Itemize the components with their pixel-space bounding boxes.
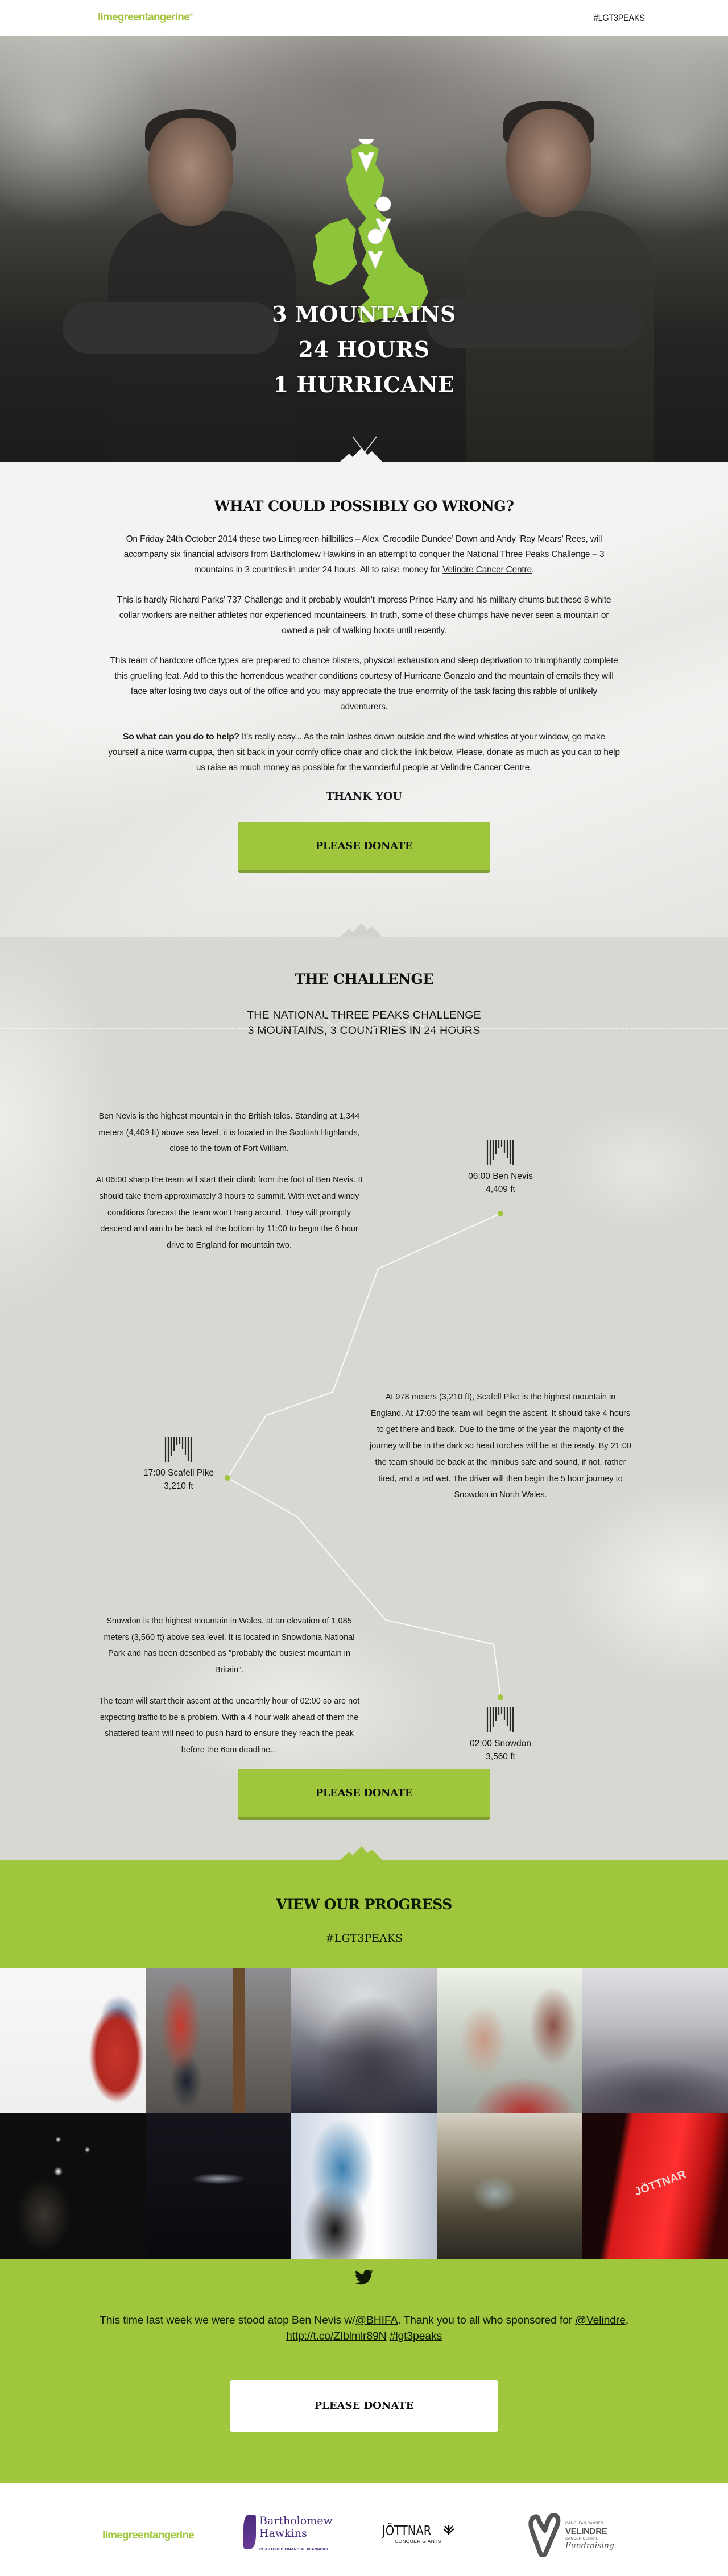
scafell-pike-marker xyxy=(127,1437,230,1493)
tweet-hashtag[interactable]: #lgt3peaks xyxy=(389,2330,442,2342)
photo-tile[interactable] xyxy=(0,2113,146,2259)
hero-person-left xyxy=(80,86,267,462)
progress-title: VIEW OUR PROGRESS xyxy=(276,1896,452,1913)
sponsor-velindre[interactable]: CANOLFAN CANSER VELINDRE CANCER CENTRE Fundraising xyxy=(528,2511,619,2562)
intro-paragraph-4: So what can you do to help? It's really easy... As the rain lashes down outside and the wind whistles at your window, go make yourself a nice warm cuppa, then sit back in your comfy office chair and click the link below. Please, donate as much as you can to help us raise as much money as possible for the wonderful people at Velindre Cancer Centre. xyxy=(108,732,620,772)
velindre-heart-icon xyxy=(528,2511,563,2557)
photo-tile[interactable] xyxy=(146,2113,291,2259)
mountain-divider-icon xyxy=(340,923,388,937)
donate-button-2[interactable]: PLEASE DONATE xyxy=(238,1769,490,1820)
mountain-icon xyxy=(486,1140,515,1165)
twitter-bird-icon[interactable] xyxy=(354,2269,374,2287)
intro-paragraph-3: This team of hardcore office types are prepared to chance blisters, physical exhaustion and sleep deprivation to triumphantly complete this gruelling feat. Add to this the horrendous weather conditions courtesy of Hurricane Gonzalo and the mountain of emails they will face after losing two days out of the office and you may appreciate the true enormity of the task facing this rabble of unlikely adventurers. xyxy=(110,656,618,712)
hero-line-hours: 24 HOURS xyxy=(298,336,430,362)
velindre-link[interactable]: Velindre Cancer Centre xyxy=(442,565,532,575)
donate-button-1[interactable]: PLEASE DONATE xyxy=(238,822,490,873)
snowdon-label: 02:00 Snowdon xyxy=(470,1739,531,1748)
thank-you-heading: THANK YOU xyxy=(325,790,402,803)
mountain-icon xyxy=(164,1437,193,1462)
intro-section xyxy=(0,462,728,937)
progress-hashtag: #LGT3PEAKS xyxy=(325,1932,403,1945)
sponsor-bartholomew-hawkins[interactable]: Bartholomew Hawkins CHARTERED FINANCIAL PLANNERS xyxy=(243,2515,334,2560)
bartholomew-hawkins-logo-icon xyxy=(243,2515,256,2549)
sponsor-limegreentangerine[interactable]: limegreentangerine xyxy=(102,2529,194,2541)
logo-text: limegreentangerine xyxy=(98,11,189,23)
tweet-block xyxy=(0,2269,728,2432)
intro-paragraph-2: This is hardly Richard Parks’ 737 Challenge and it probably wouldn't impress Prince Harry and his military chums but these 8 white collar workers are neither athletes nor experienced mountaineers. In truth, some of these chumps have never seen a mountain or owned a pair of walking boots until recently. xyxy=(117,595,611,635)
photo-tile[interactable] xyxy=(291,1968,437,2113)
velindre-link-2[interactable]: Velindre Cancer Centre xyxy=(440,763,530,772)
hero-section xyxy=(0,36,728,462)
hero-headline xyxy=(0,297,728,402)
photo-tile[interactable] xyxy=(437,1968,582,2113)
challenge-subtitle: THE NATIONAL THREE PEAKS CHALLENGE 3 MOUNTAINS, 3 COUNTRIES IN 24 HOURS xyxy=(247,1009,481,1037)
snowdon-height: 3,560 ft xyxy=(486,1752,515,1761)
intro-paragraph-1: On Friday 24th October 2014 these two Limegreen hillbillies – Alex ‘Crocodile Dundee’ Down and Andy ‘Ray Mears’ Rees, will accompany six financial advisors from Bartholomew Hawkins in an attempt to conquer the National Three Peaks Challenge – 3 mountains in 3 countries in under 24 hours. All to raise money for Velindre Cancer Centre. xyxy=(123,534,605,575)
tweet-link[interactable]: http://t.co/ZIblmlr89N xyxy=(286,2330,387,2342)
challenge-section xyxy=(0,937,728,1860)
progress-section xyxy=(0,1860,728,2483)
ben-nevis-height: 4,409 ft xyxy=(486,1185,515,1194)
challenge-title: THE CHALLENGE xyxy=(295,971,433,987)
scafell-pike-description: At 978 meters (3,210 ft), Scafell Pike is the highest mountain in England. At 17:00 the team will begin the ascent. It should take 4 hours to get there and back. Due to the time of the year the majority of the journey will be in the dark so head torches will be at the ready. By 21:00 the team should be back at the minibus safe and sound, if not, rather tired, and a tad wet. The driver will then begin the 5 hour journey to Snowdon in North Wales. xyxy=(370,1393,631,1500)
sponsor-jottnar[interactable]: JÖTTNAR CONQUER GIANTS xyxy=(382,2524,490,2544)
instagram-photo-grid xyxy=(0,1968,728,2259)
route-dot xyxy=(498,1211,503,1216)
registered-mark: ® xyxy=(189,12,192,18)
mountain-icon xyxy=(486,1707,515,1732)
photo-tile[interactable] xyxy=(146,1968,291,2113)
mountain-divider-icon xyxy=(340,1846,388,1860)
limegreentangerine-logo[interactable] xyxy=(98,11,192,24)
snowdon-marker xyxy=(449,1707,552,1763)
mountain-ridge-line xyxy=(0,1015,728,1038)
jottnar-logo-icon xyxy=(442,2524,455,2536)
photo-tile[interactable] xyxy=(0,1968,146,2113)
photo-tile[interactable] xyxy=(582,2113,728,2259)
snowdon-description: Snowdon is the highest mountain in Wales, at an elevation of 1,085 meters (3,560 ft) above sea level. It is located in Snowdonia National Park and has been described as "probably the busiest mountain in Britain". The team will start their ascent at the unearthly hour of 02:00 so are not expecting traffic to be a problem. With a 4 hour walk ahead of them the shattered team will need to push hard to ensure they reach the peak before the 6am deadline... xyxy=(98,1617,360,1755)
intro-body xyxy=(108,514,620,775)
tweet-text: This time last week we were stood atop Ben Nevis w/@BHIFA. Thank you to all who sponsored for @Velindre, http://t.co/ZIblmlr89N #lgt3peaks xyxy=(100,2314,628,2342)
photo-tile[interactable] xyxy=(437,2113,582,2259)
donate-button-3[interactable]: PLEASE DONATE xyxy=(230,2380,498,2432)
top-bar xyxy=(0,0,728,36)
scafell-pike-label: 17:00 Scafell Pike xyxy=(143,1468,214,1478)
photo-tile[interactable] xyxy=(582,1968,728,2113)
intro-title: WHAT COULD POSSIBLY GO WRONG? xyxy=(214,498,514,514)
photo-tile[interactable] xyxy=(291,2113,437,2259)
hero-line-hurricane: 1 HURRICANE xyxy=(273,372,455,397)
hero-person-right xyxy=(461,86,648,462)
mention-velindre[interactable]: @Velindre xyxy=(575,2314,626,2326)
jottnar-jacket-text: JÖTTNAR xyxy=(632,2168,688,2199)
hero-line-mountains: 3 MOUNTAINS xyxy=(272,301,456,327)
mountain-divider-icon xyxy=(340,448,388,462)
ben-nevis-label: 06:00 Ben Nevis xyxy=(468,1171,533,1181)
hashtag-link[interactable]: #LGT3PEAKS xyxy=(594,13,645,23)
ben-nevis-marker xyxy=(449,1140,552,1196)
sponsor-footer xyxy=(0,2483,728,2576)
mention-bhifa[interactable]: @BHIFA xyxy=(355,2314,398,2326)
ben-nevis-description: Ben Nevis is the highest mountain in the British Isles. Standing at 1,344 meters (4,409 ft) above sea level, it is located in the Scottish Highlands, close to the town of Fort William. At 06:00 sharp the team will start their climb from the foot of Ben Nevis. It should take them approximately 3 hours to summit. With wet and windy conditions forecast the team won't hang around. They will promptly descend and aim to be back at the bottom by 11:00 to begin the 6 hour drive to England for mountain two. xyxy=(96,1112,363,1250)
scafell-pike-height: 3,210 ft xyxy=(164,1481,193,1491)
